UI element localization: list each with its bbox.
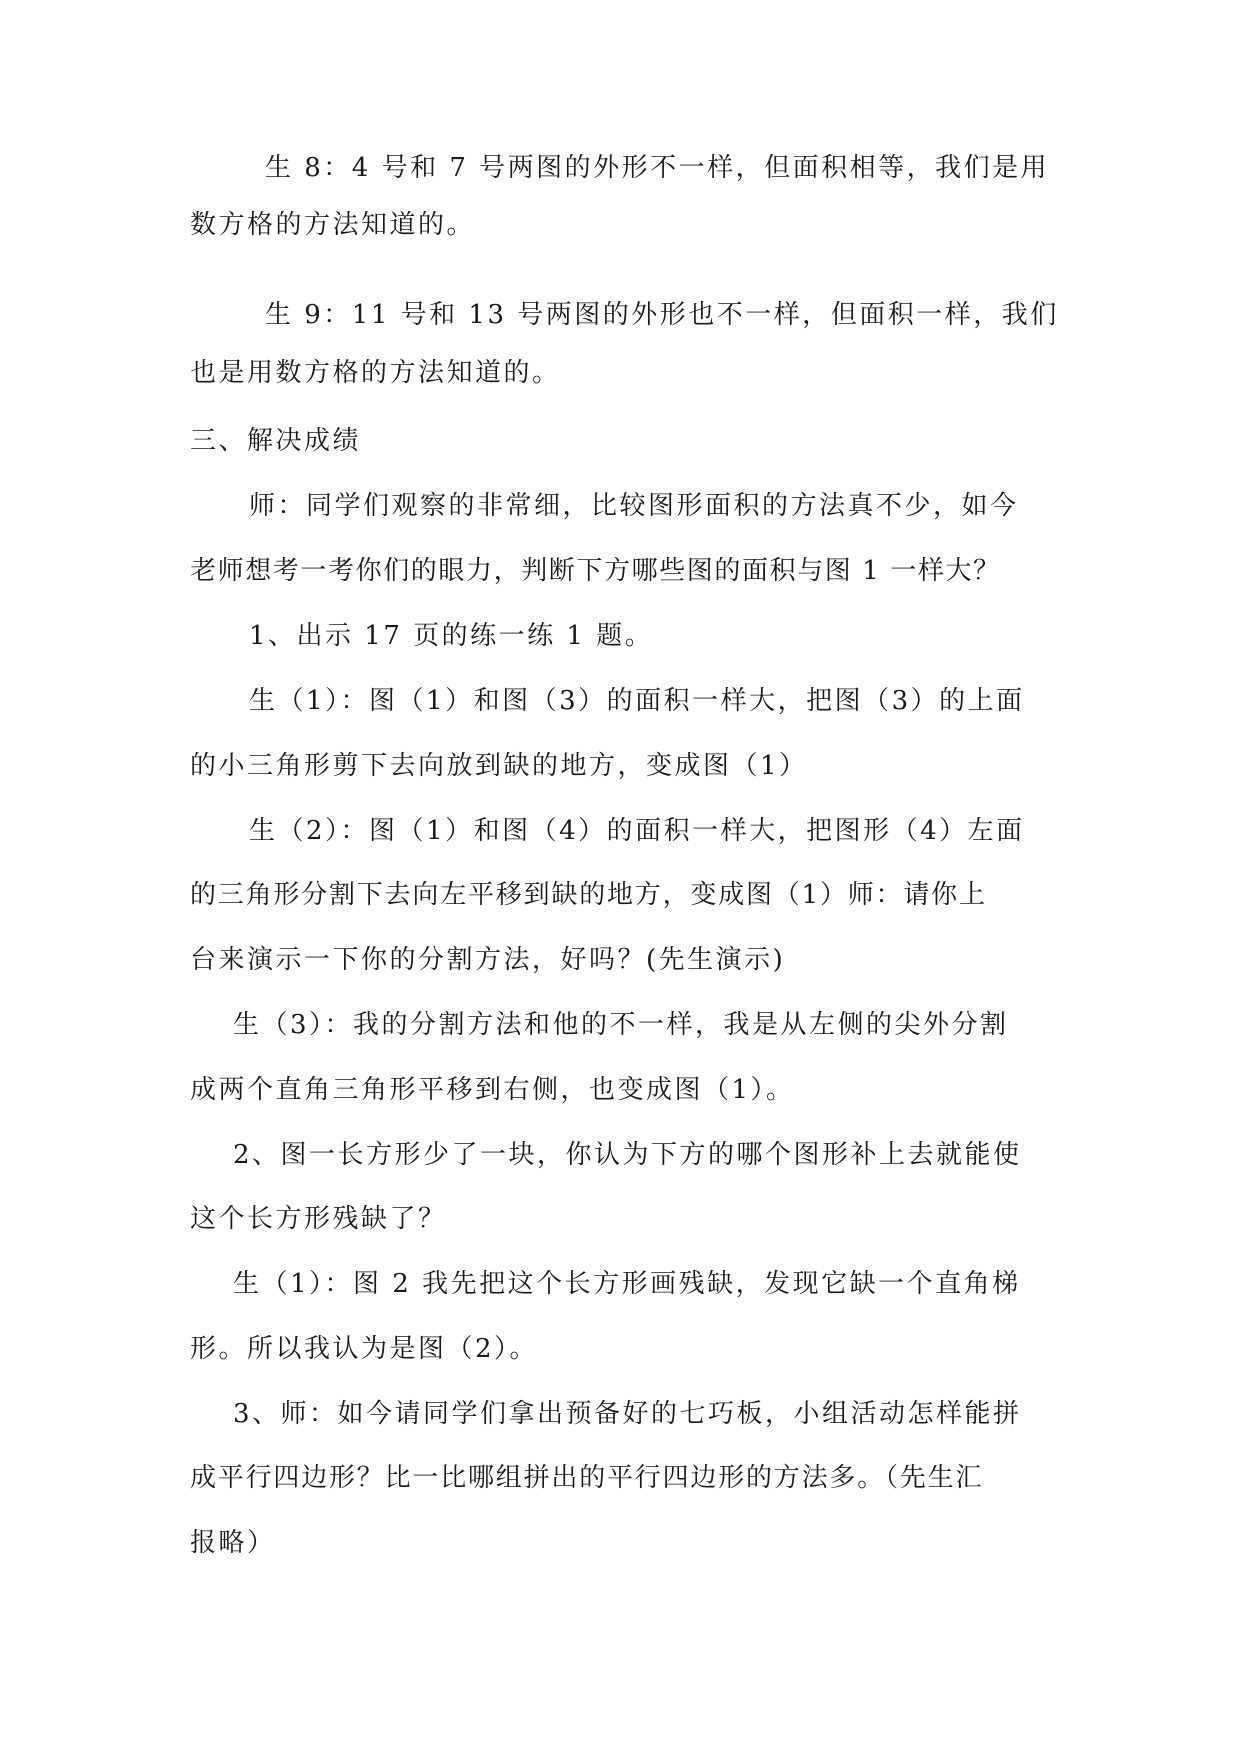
paragraph-line: 师：同学们观察的非常细，比较图形面积的方法真不少，如今 bbox=[249, 491, 1019, 521]
paragraph-line: 的小三角形剪下去向放到缺的地方，变成图（1） bbox=[190, 751, 808, 781]
paragraph-line: 报略） bbox=[190, 1528, 276, 1558]
paragraph-line: 生 9：11 号和 13 号两图的外形也不一样，但面积一样，我们 bbox=[265, 300, 1059, 330]
paragraph-line: 生（1）：图 2 我先把这个长方形画残缺，发现它缺一个直角梯 bbox=[233, 1269, 1021, 1299]
paragraph-line: 老师想考一考你们的眼力，判断下方哪些图的面积与图 1 一样大？ bbox=[190, 556, 1001, 586]
paragraph-line: 成平行四边形？比一比哪组拼出的平行四边形的方法多。（先生汇 bbox=[190, 1463, 984, 1493]
section-heading: 三、解决成绩 bbox=[190, 426, 362, 456]
paragraph-line: 也是用数方格的方法知道的。 bbox=[190, 358, 561, 388]
paragraph-line: 3、师：如今请同学们拿出预备好的七巧板，小组活动怎样能拼 bbox=[233, 1399, 1022, 1429]
paragraph-line: 数方格的方法知道的。 bbox=[190, 210, 476, 240]
paragraph-line: 2、图一长方形少了一块，你认为下方的哪个图形补上去就能使 bbox=[233, 1140, 1022, 1170]
paragraph-line: 生（3）：我的分割方法和他的不一样，我是从左侧的尖外分割 bbox=[233, 1010, 1009, 1040]
paragraph-line: 的三角形分割下去向左平移到缺的地方，变成图（1）师：请你上 bbox=[190, 880, 987, 910]
paragraph-line: 生 8：4 号和 7 号两图的外形不一样，但面积相等，我们是用 bbox=[265, 153, 1050, 183]
paragraph-line: 成两个直角三角形平移到右侧，也变成图（1）。 bbox=[190, 1075, 795, 1105]
paragraph-line: 形。所以我认为是图（2）。 bbox=[190, 1334, 539, 1364]
paragraph-line: 这个长方形残缺了？ bbox=[190, 1204, 447, 1234]
paragraph-line: 1、出示 17 页的练一练 1 题。 bbox=[249, 621, 654, 651]
paragraph-line: 台来演示一下你的分割方法，好吗？(先生演示) bbox=[190, 945, 786, 975]
paragraph-line: 生（2）：图（1）和图（4）的面积一样大，把图形（4）左面 bbox=[249, 816, 1025, 846]
paragraph-line: 生（1）：图（1）和图（3）的面积一样大，把图（3）的上面 bbox=[249, 686, 1025, 716]
